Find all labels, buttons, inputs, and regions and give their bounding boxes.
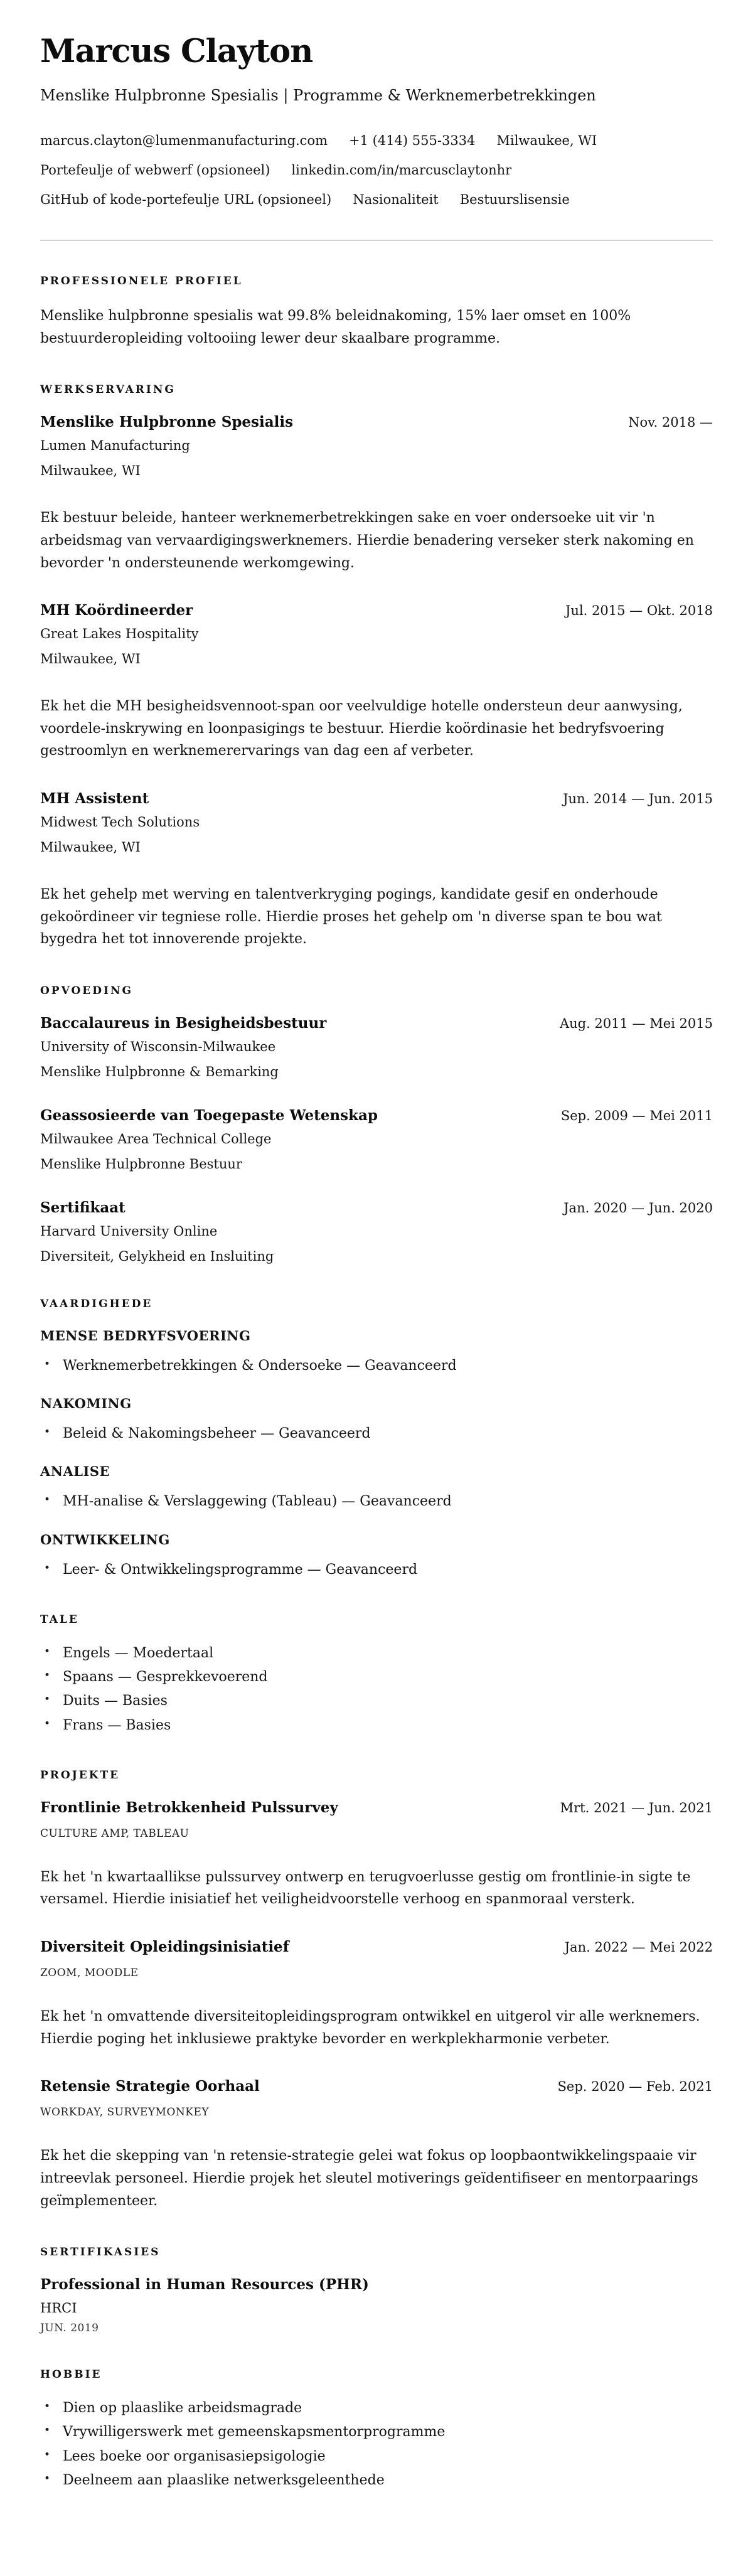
- certification-entry: [40, 2276, 713, 2334]
- resume-header: [40, 33, 713, 207]
- language-item: • Duits — Basies: [63, 1691, 713, 1711]
- job-description: Ek bestuur beleide, hanteer werknemerbetrekkingen sake en voer ondersoeke uit vir 'n arbeidsmag van vervaardigingswerknemers. Hierdie benadering verseker sterk nakoming en bevorder 'n ondersteunende werkomgewing.: [40, 510, 694, 571]
- contact-drivers-license: Bestuurslisensie: [459, 192, 570, 207]
- candidate-title: Menslike Hulpbronne Spesialis | Programme & Werknemerbetrekkingen: [40, 87, 596, 104]
- job-company: Midwest Tech Solutions: [40, 815, 200, 830]
- project-tools: ZOOM, MOODLE: [40, 1967, 139, 1979]
- education-header: [40, 1199, 713, 1216]
- skill-item: • Beleid & Nakomingsbeheer — Geavanceerd: [63, 1424, 713, 1443]
- project-dates: Mrt. 2021 — Jun. 2021: [560, 1800, 713, 1815]
- project-dates: Sep. 2020 — Feb. 2021: [557, 2079, 713, 2095]
- hobby-item: • Vrywilligerswerk met gemeenskapsmentorprogramme: [63, 2422, 713, 2442]
- skill-item: • MH-analise & Verslaggewing (Tableau) — Geavanceerd: [63, 1492, 713, 1511]
- skill-item: • Werknemerbetrekkingen & Ondersoeke — Geavanceerd: [63, 1356, 713, 1376]
- contact-email: marcus.clayton@lumenmanufacturing.com: [40, 133, 328, 148]
- section-certifications: [40, 2246, 713, 2334]
- job-header: [40, 414, 713, 430]
- hobby-item: • Deelneem aan plaaslike netwerksgeleenthede: [63, 2471, 713, 2490]
- project-title: Diversiteit Opleidingsinisiatief: [40, 1938, 289, 1955]
- job-entry: [40, 790, 713, 951]
- skill-group: [40, 1532, 713, 1579]
- skill-list: [40, 1424, 713, 1443]
- project-description: Ek het 'n kwartaallikse pulssurvey ontwerp en terugvoerlusse gestig om frontlinie-in sigte te versamel. Hierdie inisiatief het veiligheidvoorstelle verhoog en spanmoraal versterk.: [40, 1869, 691, 1908]
- project-description: Ek het die skepping van 'n retensie-strategie gelei wat fokus op loopbaontwikkelingspaaie vir intreevlak personeel. Hierdie projek het sleutel motiverings geïdentifiseer en mentorpaarings geïmplementeer.: [40, 2148, 698, 2209]
- education-field: Diversiteit, Gelykheid en Insluiting: [40, 1248, 274, 1264]
- education-degree: Baccalaureus in Besigheidsbestuur: [40, 1014, 327, 1032]
- project-entry: [40, 2078, 713, 2212]
- section-profile: [40, 275, 713, 350]
- education-field: Menslike Hulpbronne Bestuur: [40, 1156, 242, 1172]
- contact-portfolio: Portefeulje of webwerf (opsioneel): [40, 163, 270, 178]
- education-school: Milwaukee Area Technical College: [40, 1131, 272, 1146]
- skill-group-name: ANALISE: [40, 1463, 110, 1480]
- education-school: University of Wisconsin-Milwaukee: [40, 1039, 276, 1054]
- profile-text: Menslike hulpbronne spesialis wat 99.8% beleidnakoming, 15% laer omset en 100% bestuurderopleiding voltooiing lewer deur skaalbare programme.: [40, 308, 631, 346]
- skill-group-name: NAKOMING: [40, 1396, 132, 1412]
- project-entry: [40, 1938, 713, 2050]
- hobby-item: • Lees boeke oor organisasiepsigologie: [63, 2447, 713, 2466]
- job-location: Milwaukee, WI: [40, 651, 141, 667]
- job-entry: [40, 602, 713, 762]
- section-experience: [40, 383, 713, 951]
- job-header: [40, 790, 713, 807]
- experience-heading: WERKSERVARING: [40, 383, 176, 397]
- job-company: Great Lakes Hospitality: [40, 626, 199, 642]
- education-school: Harvard University Online: [40, 1223, 218, 1239]
- education-dates: Jan. 2020 — Jun. 2020: [563, 1200, 713, 1216]
- project-tools: CULTURE AMP, TABLEAU: [40, 1827, 190, 1840]
- education-dates: Aug. 2011 — Mei 2015: [559, 1015, 713, 1031]
- languages-heading: TALE: [40, 1613, 79, 1626]
- education-entry: [40, 1015, 713, 1079]
- job-entry: [40, 414, 713, 574]
- header-divider: [40, 240, 713, 241]
- certification-title: Professional in Human Resources (PHR): [40, 2276, 369, 2294]
- job-dates: Nov. 2018 —: [628, 415, 713, 430]
- contact-row-1: [40, 133, 713, 148]
- certification-date: JUN. 2019: [40, 2322, 99, 2335]
- profile-heading: PROFESSIONELE PROFIEL: [40, 275, 243, 287]
- job-title: MH Koördineerder: [40, 602, 193, 619]
- education-header: [40, 1107, 713, 1124]
- project-dates: Jan. 2022 — Mei 2022: [564, 1940, 713, 1955]
- education-entry: [40, 1107, 713, 1172]
- section-education: [40, 985, 713, 1264]
- project-header: [40, 1799, 713, 1816]
- skill-group: [40, 1328, 713, 1376]
- hobby-item: • Dien op plaaslike arbeidsmagrade: [63, 2398, 713, 2418]
- certifications-heading: SERTIFIKASIES: [40, 2246, 161, 2259]
- contact-nationality: Nasionaliteit: [353, 192, 439, 207]
- education-heading: OPVOEDING: [40, 984, 134, 997]
- contact-github: GitHub of kode-portefeulje URL (opsioneel): [40, 192, 332, 207]
- skill-list: [40, 1356, 713, 1376]
- contact-row-2: [40, 163, 713, 178]
- skill-list: [40, 1492, 713, 1511]
- certification-issuer: HRCI: [40, 2301, 77, 2316]
- job-description: Ek het die MH besigheidsvennoot-span oor veelvuldige hotelle ondersteun deur aanwysing, voordele-inskrywing en loonpasigings te bestuur. Hierdie koördinasie het bedryfsvoering gestroomlyn en werknemerervarings van dag een af verbeter.: [40, 698, 683, 759]
- job-company: Lumen Manufacturing: [40, 438, 190, 454]
- section-hobbies: [40, 2368, 713, 2490]
- project-header: [40, 2078, 713, 2095]
- job-description: Ek het gehelp met werving en talentverkryging pogings, kandidate gesif en onderhoude gekoördineer vir tegniese rolle. Hierdie proses het gehelp om 'n diverse span te bou wat bygedra het tot innoverende projekte.: [40, 887, 662, 948]
- skill-group: [40, 1396, 713, 1443]
- skill-list: [40, 1560, 713, 1579]
- project-description: Ek het 'n omvattende diversiteitopleidingsprogram ontwikkel en uitgerol vir alle werknemers. Hierdie poging het inklusiewe praktyke bevorder en werkplekharmonie verbeter.: [40, 2009, 700, 2047]
- project-title: Frontlinie Betrokkenheid Pulssurvey: [40, 1798, 338, 1816]
- language-item: • Spaans — Gesprekkevoerend: [63, 1667, 713, 1687]
- skill-item: • Leer- & Ontwikkelingsprogramme — Geavanceerd: [63, 1560, 713, 1579]
- job-header: [40, 602, 713, 619]
- education-dates: Sep. 2009 — Mei 2011: [560, 1108, 713, 1123]
- section-languages: [40, 1613, 713, 1735]
- job-title: Menslike Hulpbronne Spesialis: [40, 414, 294, 431]
- job-location: Milwaukee, WI: [40, 463, 141, 479]
- skills-heading: VAARDIGHEDE: [40, 1297, 153, 1310]
- candidate-name: Marcus Clayton: [40, 33, 313, 70]
- education-entry: [40, 1199, 713, 1264]
- education-field: Menslike Hulpbronne & Bemarking: [40, 1064, 279, 1079]
- language-list: [40, 1643, 713, 1735]
- contact-row-3: [40, 192, 713, 207]
- project-title: Retensie Strategie Oorhaal: [40, 2078, 260, 2095]
- section-projects: [40, 1769, 713, 2212]
- project-header: [40, 1938, 713, 1955]
- education-header: [40, 1015, 713, 1032]
- projects-heading: PROJEKTE: [40, 1768, 120, 1782]
- job-title: MH Assistent: [40, 790, 149, 807]
- education-degree: Geassosieerde van Toegepaste Wetenskap: [40, 1106, 378, 1124]
- skill-group-name: MENSE BEDRYFSVOERING: [40, 1327, 251, 1344]
- language-item: • Engels — Moedertaal: [63, 1643, 713, 1663]
- hobby-list: [40, 2398, 713, 2490]
- skill-group-name: ONTWIKKELING: [40, 1531, 170, 1547]
- contact-linkedin: linkedin.com/in/marcusclaytonhr: [291, 163, 512, 178]
- language-item: • Frans — Basies: [63, 1716, 713, 1735]
- contact-phone: +1 (414) 555-3334: [349, 133, 476, 148]
- project-tools: WORKDAY, SURVEYMONKEY: [40, 2106, 210, 2119]
- contact-location: Milwaukee, WI: [496, 133, 597, 148]
- job-dates: Jun. 2014 — Jun. 2015: [563, 791, 713, 806]
- job-location: Milwaukee, WI: [40, 840, 141, 855]
- education-degree: Sertifikaat: [40, 1199, 125, 1216]
- job-dates: Jul. 2015 — Okt. 2018: [565, 603, 713, 619]
- project-entry: [40, 1799, 713, 1911]
- section-skills: [40, 1298, 713, 1579]
- skill-group: [40, 1463, 713, 1511]
- hobbies-heading: HOBBIE: [40, 2368, 102, 2381]
